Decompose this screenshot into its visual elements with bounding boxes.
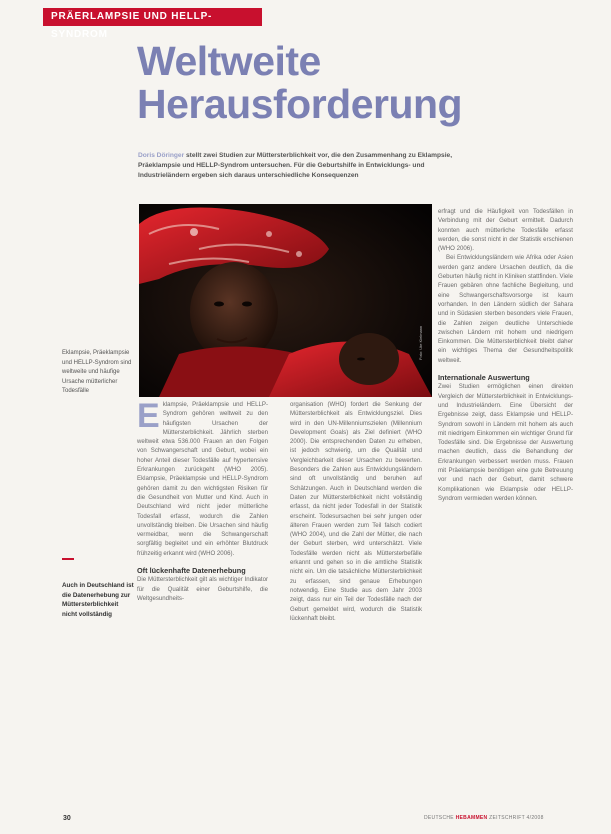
photo-credit: Foto: Ute Kielmann [418, 325, 423, 360]
paragraph: erfragt und die Häufigkeit von Todesfällen in Verbindung mit der Geburt ermittelt. Dadurch konnten auch mütterliche Todesfälle erfasst werden, die sonst nicht in der Statistik erschienen (WHO 2006). [438, 208, 573, 253]
article-photo [139, 204, 432, 397]
paragraph: Die Müttersterblichkeit gilt als wichtiger Indikator für die Qualität einer Geburtshilfe, die Weltgesundheits- [137, 576, 268, 602]
magazine-footer [424, 815, 544, 821]
drop-cap: E [137, 400, 160, 435]
text-column-2 [290, 400, 422, 803]
subheading-data-collection: Oft lückenhafte Datenerhebung [137, 566, 246, 576]
section-banner: PRÄERLAMPSIE UND HELLP-SYNDROM [43, 8, 262, 26]
magazine-prefix: DEUTSCHE [424, 815, 454, 821]
photo-caption: Eklampsie, Präeklampsie und HELLP-Syndrom sind weltweite und häufige Ursache mütterlicher Todesfälle [62, 350, 132, 395]
lead-text: stellt zwei Studien zur Müttersterblichkeit vor, die den Zusammenhang zu Eklampsie, Präeklampsie und HELLP-Syndrom untersuchen. Für die Geburtshilfe in Entwicklungs- und Industrieländern ergeben sich daraus unterschiedliche Konsequenzen [138, 152, 453, 179]
article-lead [138, 151, 463, 181]
text-column-1 [137, 400, 268, 803]
magazine-issue: ZEITSCHRIFT 4/2008 [489, 815, 544, 821]
paragraph-text: klampsie, Präeklampsie und HELLP-Syndrom gehören weltweit zu den häufigsten Ursachen der Müttersterblichkeit. Jährlich sterben weltweit etwa 536.000 Frauen an den Folgen von Schwangerschaft und Geburt, wobei ein hoher Anteil dieser Todesfälle auf hypertensive Erkrankungen zurückgeht (WHO 2005). Eklampsie, Präeklampsie und HELLP-Syndrom gehören damit zu den wichtigsten Risiken für die Gesundheit von Mutter und Kind. Auch in Deutschland wird nicht jeder mütterliche Todesfall erfasst, wodurch die Zahlen unvollständig bleiben. Die Ursachen sind häufig vermeidbar, wenn die Schwangerschaft sorgfältig begleitet und ein erhöhter Blutdruck frühzeitig erkannt wird (WHO 2006). [137, 401, 268, 557]
text-column-3 [438, 207, 573, 804]
title-line-1: Weltweite [137, 38, 321, 84]
author-name: Doris Döringer [138, 152, 185, 159]
paragraph: organisation (WHO) fordert die Senkung der Müttersterblichkeit als Entwicklungsziel. Dies wird in den UN-Millenniumszielen (Millennium Development Goals) als Ziel definiert (WHO 2000). Die entsprechenden Daten zu erheben, ist jedoch schwierig, um die Qualität und Vergleichbarkeit dieser Ursachen zu bewerten. Besonders die Zahlen aus Entwicklungsländern sind oft unvollständig und beruhen auf Schätzungen. Auch in Deutschland werden die Daten zur Müttersterblichkeit nicht vollständig erfasst, da nicht jeder Todesfall in der Statistik erscheint. Todesursachen bei sehr jungen oder älteren Frauen werden zum Teil falsch codiert (WHO 2004), und die Zahl der Mütter, die nach der Geburt sterben, wird unterschätzt. Viele Todesfälle werden nicht als Müttersterbefälle erkannt und gehen so in die amtliche Statistik nicht ein. Um die tatsächliche Müttersterblichkeit zu erfassen, sind genaue Erhebungen notwendig. Eine Studie aus dem Jahr 2003 zeigt, dass nur ein Teil der Todesfälle nach der Geburt gemeldet wird, wodurch die Statistik lückenhaft bleibt. [290, 401, 422, 622]
title-line-2: Herausforderung [137, 81, 463, 127]
paragraph: Zwei Studien ermöglichen einen direkten Vergleich der Müttersterblichkeit in Entwicklungs- und Industrieländern. Eine Übersicht der Ergebnisse zeigt, dass Eklampsie und HELLP-Syndrom sowohl in Ländern mit hohem als auch mit niedrigem Einkommen ein wichtiger Grund für Todesfälle sind. Die Ergebnisse der Auswertung machen deutlich, dass die Behandlung der Erkrankungen verbessert werden muss. Frauen mit Präeklampsie benötigen eine gute Betreuung vor und nach der Geburt, damit schwere Komplikationen wie Eklampsie oder HELLP-Syndrom vermieden werden können. [438, 383, 573, 502]
magazine-name: HEBAMMEN [455, 815, 488, 821]
subheading-international: Internationale Auswertung [438, 373, 530, 383]
woman-with-baby-photo [139, 204, 432, 397]
page-number: 30 [63, 815, 71, 822]
article-title [137, 40, 462, 126]
side-note: Auch in Deutschland ist die Datenerhebung zur Müttersterblichkeit nicht vollständig [62, 582, 134, 618]
paragraph: Bei Entwicklungsländern wie Afrika oder Asien werden ganz andere Ursachen deutlich, da die Geburten häufig nicht in Kliniken stattfinden. Viele Frauen gebären ohne fachliche Begleitung, und eine Schwangerschaftsvorsorge ist kaum vorhanden. In den Ländern südlich der Sahara und in Südasien sterben besonders viele Frauen, die Zahlen zeigen deutliche Unterschiede zwischen Ländern mit hohem und niedrigem Einkommen. Die Müttersterblichkeit bleibt daher ein wichtiges Thema der Gesundheitspolitik weltweit. [438, 254, 573, 364]
sidenote-marker [62, 558, 74, 560]
intro-paragraph [137, 400, 268, 558]
